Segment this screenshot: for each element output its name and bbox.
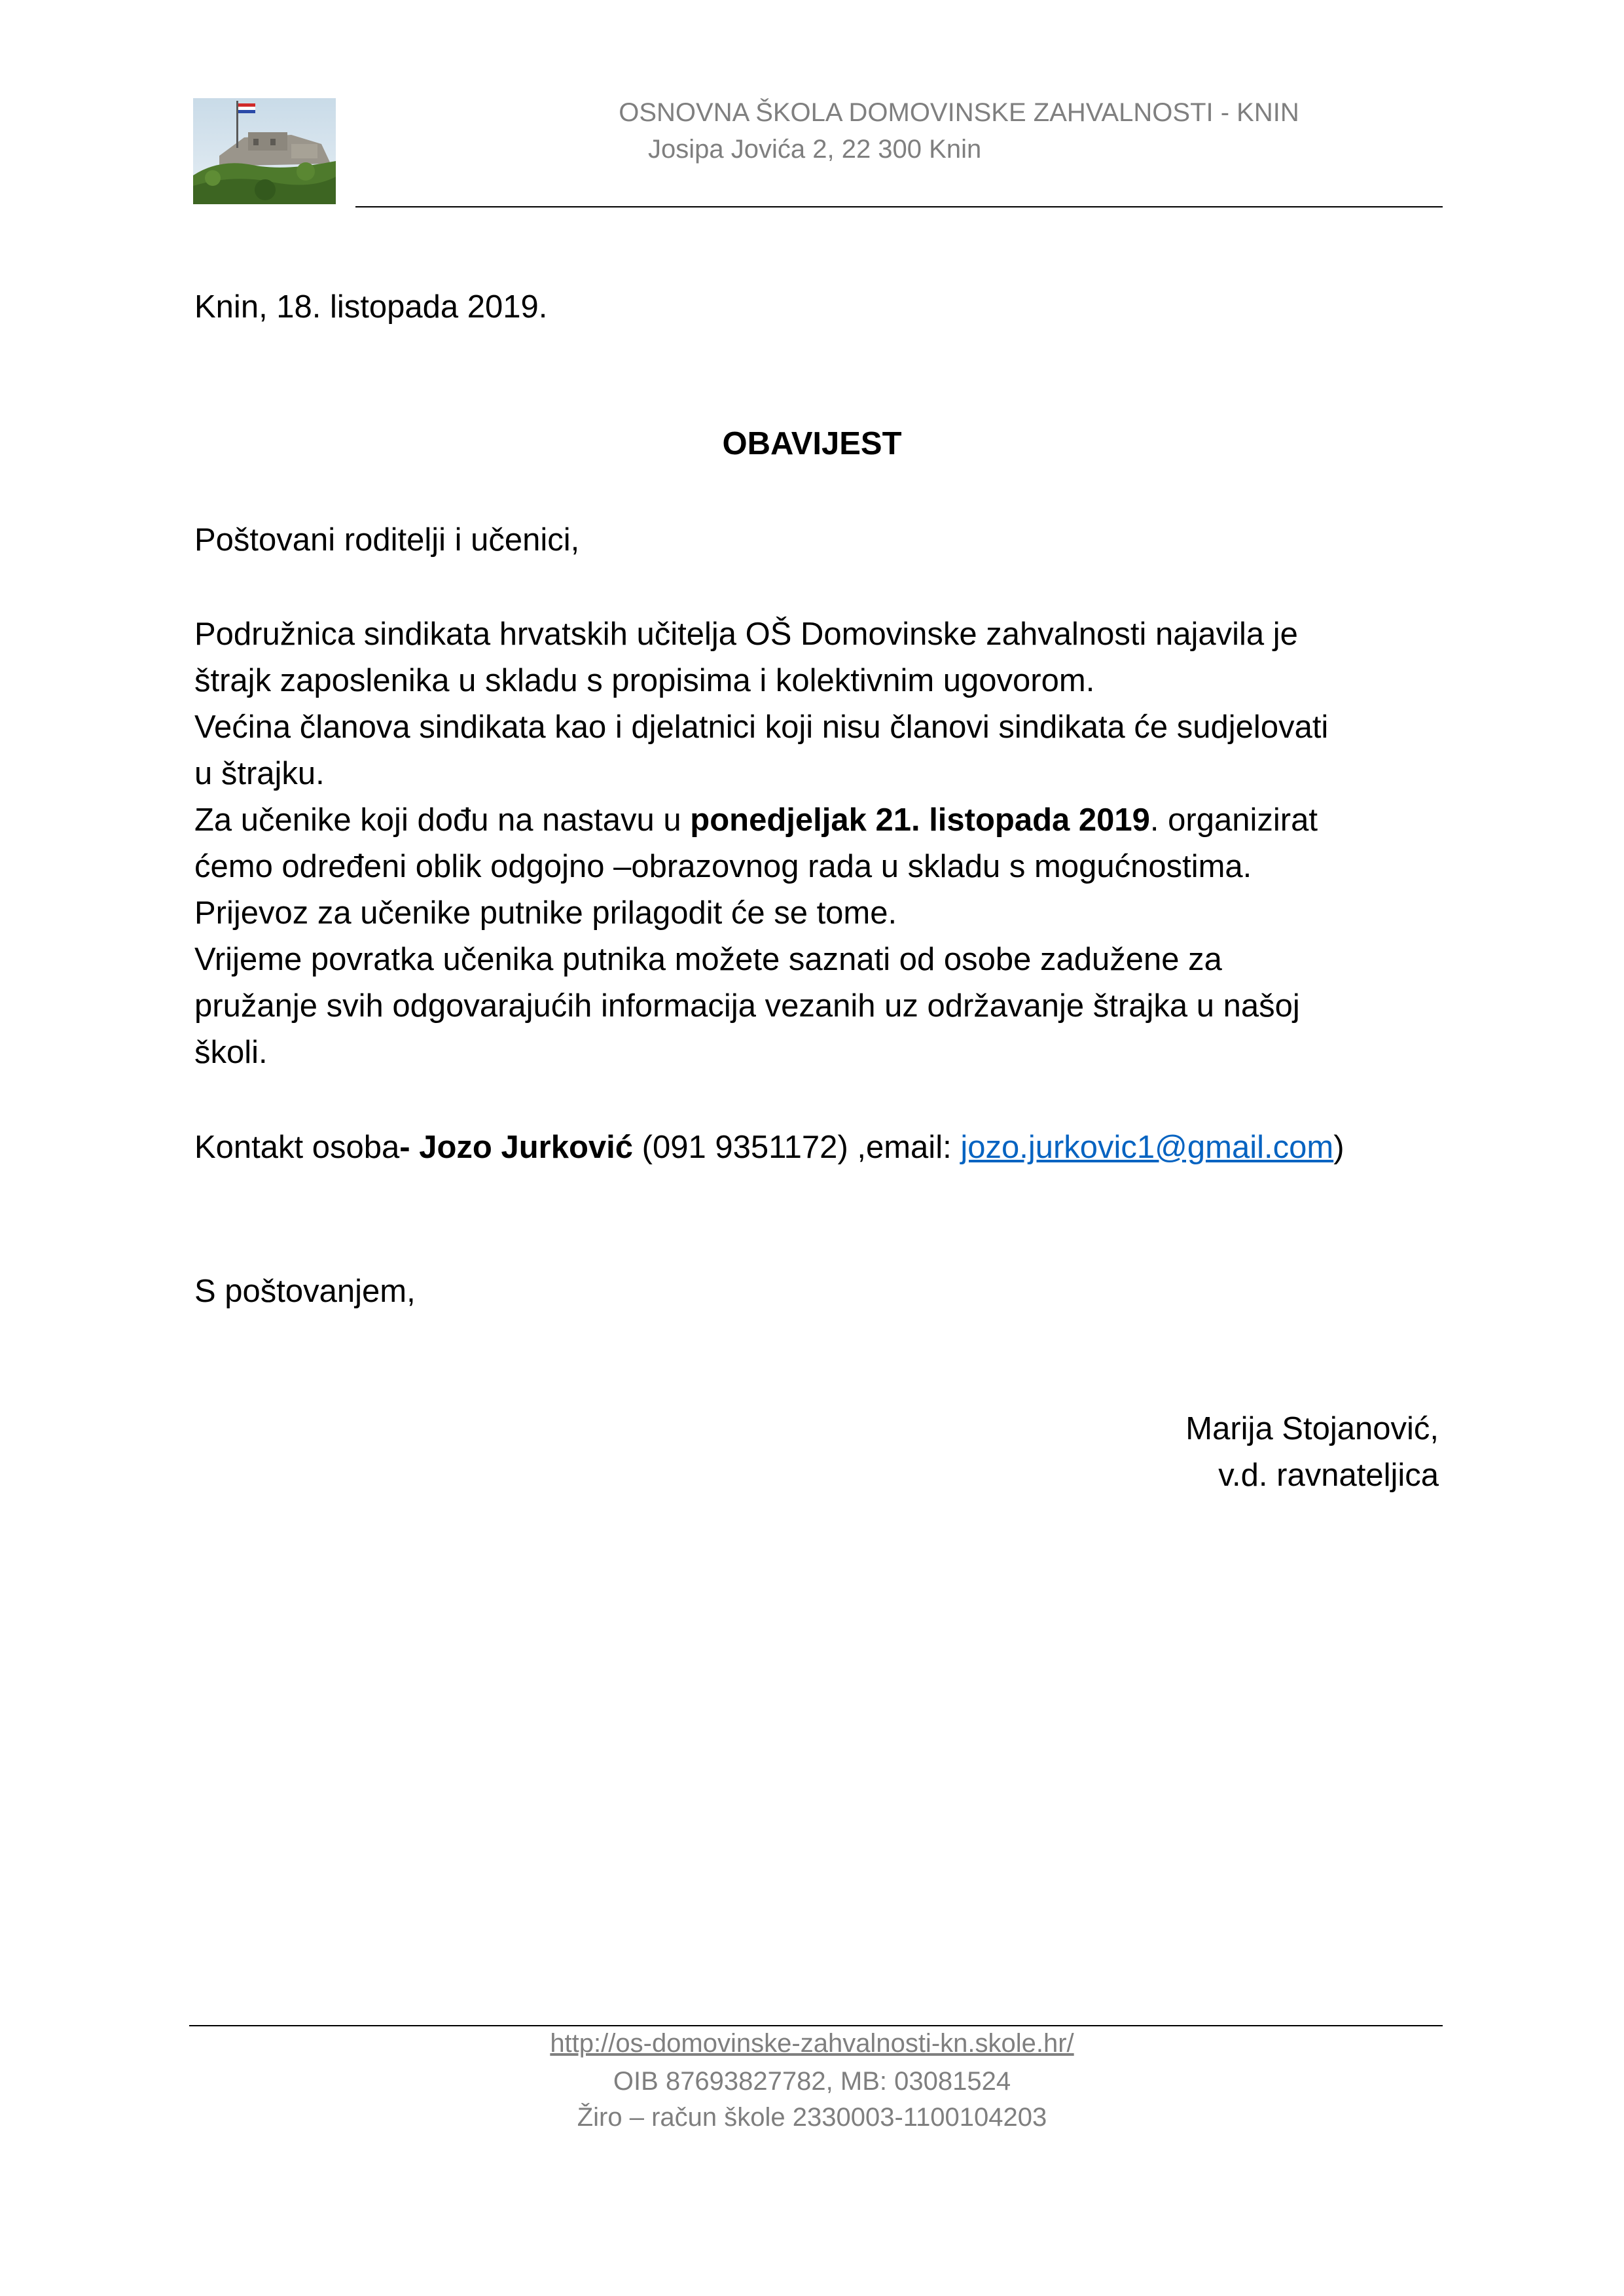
paragraph-line: Podružnica sindikata hrvatskih učitelja OŠ Domovinske zahvalnosti najavila je: [194, 617, 1298, 652]
salutation: Poštovani roditelji i učenici,: [194, 522, 580, 558]
paragraph-text: Za učenike koji dođu na nastavu u: [194, 802, 691, 838]
fortress-with-flag-photo: [193, 98, 336, 204]
paragraph-text: . organizirat: [1149, 802, 1318, 838]
contact-phone: (091 9351172) ,email:: [633, 1130, 961, 1165]
contact-name: - Jozo Jurković: [399, 1130, 634, 1165]
school-logo-photo: [193, 98, 336, 204]
header-divider: [355, 206, 1443, 207]
contact-suffix: ): [1333, 1130, 1344, 1165]
letter-date: Knin, 18. listopada 2019.: [194, 289, 548, 325]
paragraph-line: pružanje svih odgovarajućih informacija vezanih uz održavanje štrajka u našoj: [194, 988, 1300, 1024]
footer-divider: [189, 2025, 1443, 2026]
paragraph-line: Vrijeme povratka učenika putnika možete saznati od osobe zadužene za: [194, 942, 1222, 977]
footer-oib: OIB 87693827782, MB: 03081524: [613, 2067, 1011, 2096]
footer-website-link[interactable]: http://os-domovinske-zahvalnosti-kn.skole.hr/: [550, 2029, 1074, 2058]
paragraph-line: školi.: [194, 1035, 268, 1070]
contact-prefix: Kontakt osoba: [194, 1130, 400, 1165]
letter-title: OBAVIJEST: [722, 426, 902, 461]
paragraph-line: Prijevoz za učenike putnike prilagodit će se tome.: [194, 895, 897, 931]
signature-block: [1185, 1406, 1439, 1499]
paragraph-line: ćemo određeni oblik odgojno –obrazovnog rada u skladu s mogućnostima.: [194, 849, 1252, 884]
signature-title: v.d. ravnateljica: [1218, 1458, 1439, 1493]
paragraph-line: u štrajku.: [194, 756, 325, 791]
paragraph-line: štrajk zaposlenika u skladu s propisima i kolektivnim ugovorom.: [194, 663, 1095, 698]
school-name: OSNOVNA ŠKOLA DOMOVINSKE ZAHVALNOSTI - KNIN: [619, 98, 1299, 127]
strike-date: ponedjeljak 21. listopada 2019: [690, 802, 1150, 838]
contact-line: [194, 1124, 1344, 1171]
closing: S poštovanjem,: [194, 1274, 416, 1309]
footer-bank-account: Žiro – račun škole 2330003-1100104203: [577, 2103, 1047, 2132]
contact-email-link[interactable]: jozo.jurkovic1@gmail.com: [960, 1130, 1334, 1165]
paragraph-line: [194, 802, 1318, 838]
paragraph-line: Većina članova sindikata kao i djelatnici koji nisu članovi sindikata će sudjelovati: [194, 709, 1329, 745]
school-address: Josipa Jovića 2, 22 300 Knin: [648, 135, 982, 164]
signature-name: Marija Stojanović,: [1185, 1411, 1439, 1446]
notice-paragraph: [194, 611, 1328, 1076]
